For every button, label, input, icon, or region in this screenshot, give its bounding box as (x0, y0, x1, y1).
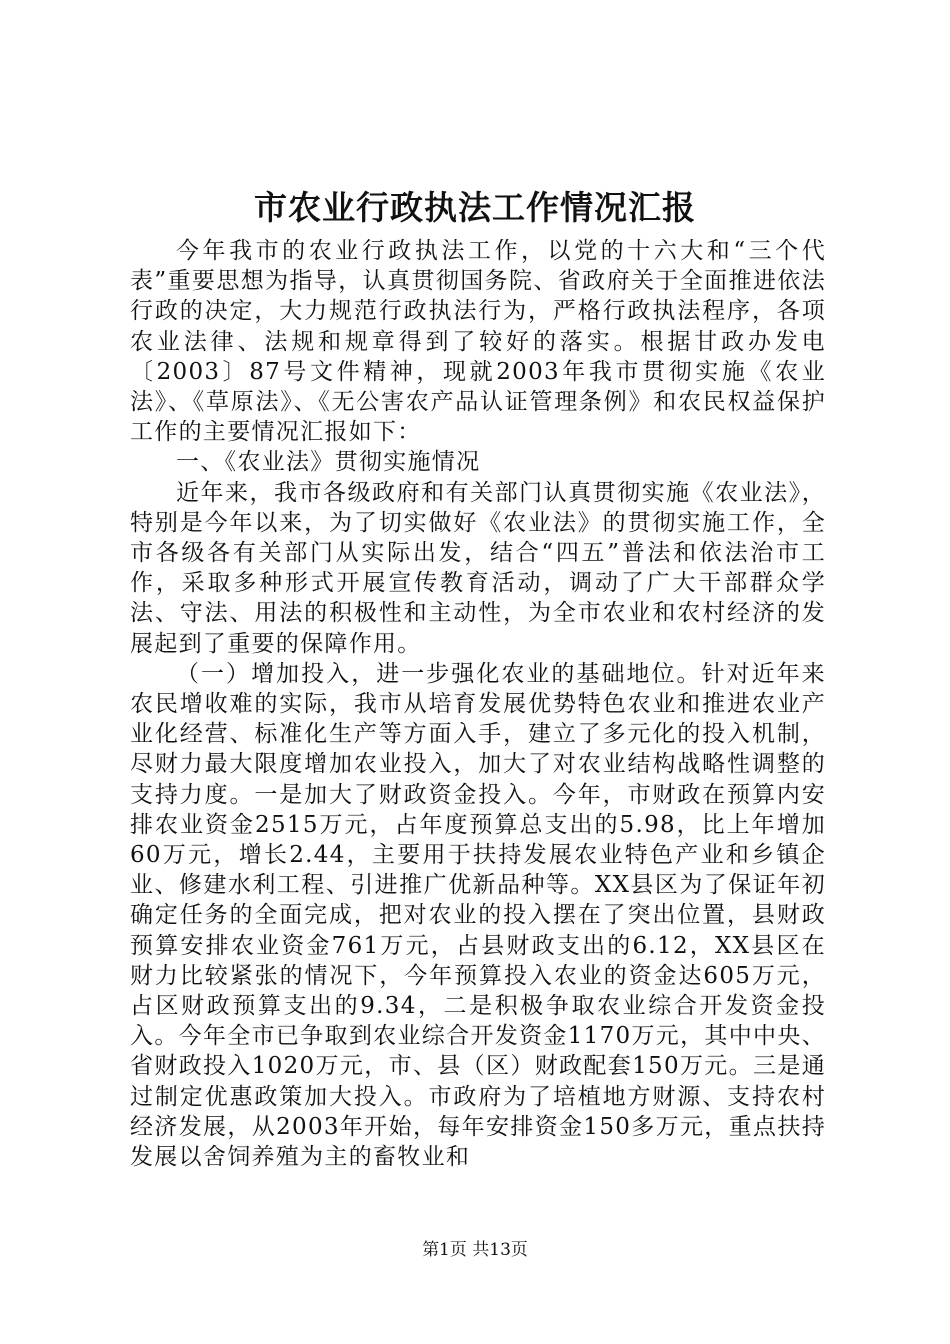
page-footer: 第1页 共13页 (422, 1240, 528, 1260)
section-1-paragraph: 近年来，我市各级政府和有关部门认真贯彻实施《农业法》，特别是今年以来，为了切实做好《农业法》的贯彻实施工作，全市各级各有关部门从实际出发，结合“四五”普法和依法治市工作，采取多种形式开展宣传教育活动，调动了广大干部群众学法、守法、用法的积极性和主动性，为全市农业和农村经济的发展起到了重要的保障作用。 (130, 479, 826, 657)
document-title: 市农业行政执法工作情况汇报 (254, 188, 696, 227)
document-body (130, 236, 826, 1172)
subsection-1-paragraph: （一）增加投入，进一步强化农业的基础地位。针对近年来农民增收难的实际，我市从培育发展优势特色农业和推进农业产业化经营、标准化生产等方面入手，建立了多元化的投入机制，尽财力最大限度增加农业投入，加大了对农业结构战略性调整的支持力度。一是加大了财政资金投入。今年，市财政在预算内安排农业资金2515万元，占年度预算总支出的5.98，比上年增加60万元，增长2.44，主要用于扶持发展农业特色产业和乡镇企业、修建水利工程、引进推广优新品种等。XX县区为了保证年初确定任务的全面完成，把对农业的投入摆在了突出位置，县财政预算安排农业资金761万元，占县财政支出的6.12，XX县区在财力比较紧张的情况下，今年预算投入农业的资金达605万元，占区财政预算支出的9.34，二是积极争取农业综合开发资金投入。今年全市已争取到农业综合开发资金1170万元，其中中央、省财政投入1020万元，市、县（区）财政配套150万元。三是通过制定优惠政策加大投入。市政府为了培植地方财源、支持农村经济发展，从2003年开始，每年安排资金150多万元，重点扶持发展以舍饲养殖为主的畜牧业和 (130, 660, 826, 1171)
intro-paragraph: 今年我市的农业行政执法工作，以党的十六大和“三个代表”重要思想为指导，认真贯彻国务院、省政府关于全面推进依法行政的决定，大力规范行政执法行为，严格行政执法程序，各项农业法律、法规和规章得到了较好的落实。根据甘政办发电〔2003〕87号文件精神，现就2003年我市贯彻实施《农业法》、《草原法》、《无公害农产品认证管理条例》和农民权益保护工作的主要情况汇报如下： (130, 238, 826, 446)
section-heading-1: 一、《农业法》贯彻实施情况 (176, 449, 481, 476)
